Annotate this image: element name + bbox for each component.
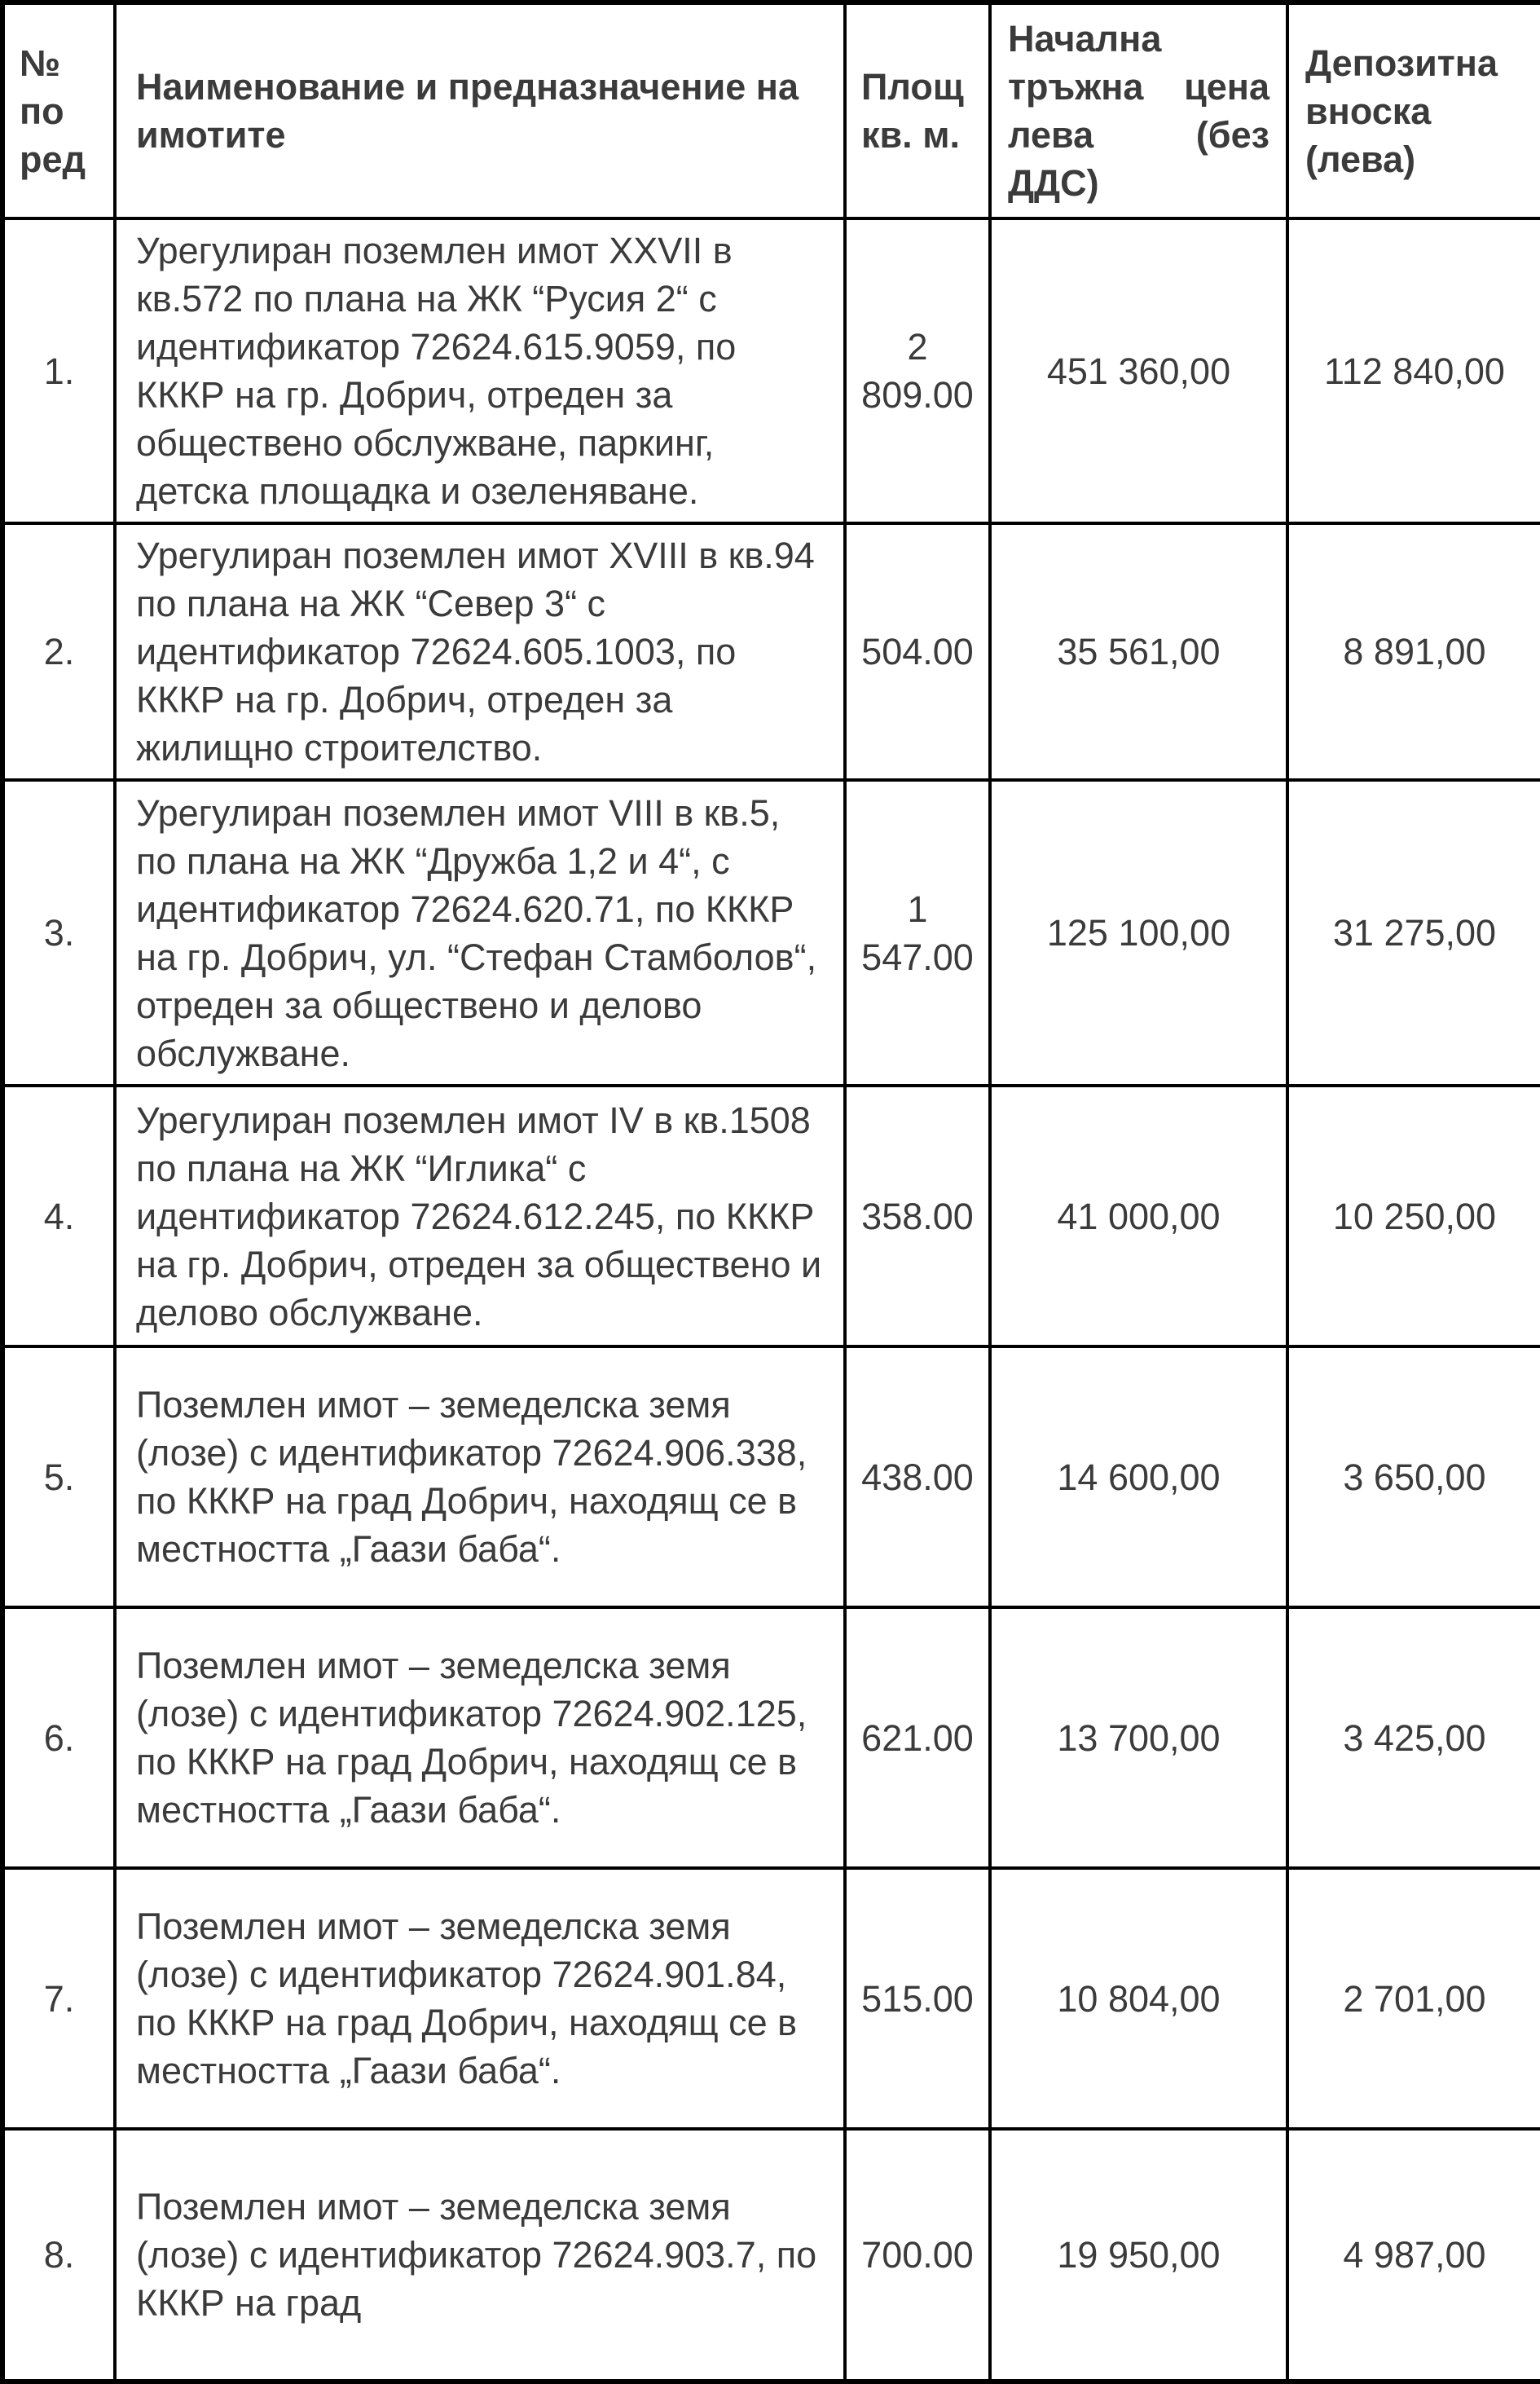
header-area: Площ кв. м. xyxy=(845,2,990,218)
table-row xyxy=(2,1607,1540,1868)
table-row xyxy=(2,523,1540,780)
row-number-cell: 6. xyxy=(2,1607,115,1868)
deposit-cell: 112 840,00 xyxy=(1287,218,1540,523)
header-deposit: Депозитна вноска (лева) xyxy=(1287,2,1540,218)
starting-price-cell: 19 950,00 xyxy=(990,2129,1287,2382)
header-starting-price: Начална тръжна цена лева (без ДДС) xyxy=(990,2,1287,218)
area-cell: 515.00 xyxy=(845,1868,990,2129)
starting-price-cell: 451 360,00 xyxy=(990,218,1287,523)
header-property-name: Наименование и предназначение на имотите xyxy=(115,2,845,218)
starting-price-cell: 41 000,00 xyxy=(990,1086,1287,1346)
table-row xyxy=(2,2129,1540,2382)
row-number-cell: 1. xyxy=(2,218,115,523)
starting-price-cell: 35 561,00 xyxy=(990,523,1287,780)
row-number-cell: 5. xyxy=(2,1346,115,1607)
property-description-cell: Урегулиран поземлен имот VIII в кв.5, по плана на ЖК “Дружба 1,2 и 4“, с идентификатор 72624.620.71, по КККР на гр. Добрич, ул. “Стефан Стамболов“, отреден за обществено и делово обслужване. xyxy=(115,780,845,1086)
area-cell: 358.00 xyxy=(845,1086,990,1346)
deposit-cell: 10 250,00 xyxy=(1287,1086,1540,1346)
area-cell: 504.00 xyxy=(845,523,990,780)
header-row-number: № по ред xyxy=(2,2,115,218)
deposit-cell: 4 987,00 xyxy=(1287,2129,1540,2382)
property-description-cell: Урегулиран поземлен имот XVIII в кв.94 по плана на ЖК “Север 3“ с идентификатор 72624.605.1003, по КККР на гр. Добрич, отреден за жилищно строителство. xyxy=(115,523,845,780)
table-row xyxy=(2,1086,1540,1346)
property-description-cell: Поземлен имот – земеделска земя (лозе) с идентификатор 72624.903.7, по КККР на град xyxy=(115,2129,845,2382)
row-number-cell: 8. xyxy=(2,2129,115,2382)
property-description-cell: Поземлен имот – земеделска земя (лозе) с идентификатор 72624.902.125, по КККР на град Добрич, находящ се в местността „Гаази баба“. xyxy=(115,1607,845,1868)
property-description-cell: Поземлен имот – земеделска земя (лозе) с идентификатор 72624.906.338, по КККР на град Добрич, находящ се в местността „Гаази баба“. xyxy=(115,1346,845,1607)
table-row xyxy=(2,1346,1540,1607)
area-cell: 700.00 xyxy=(845,2129,990,2382)
table-row xyxy=(2,218,1540,523)
property-description-cell: Урегулиран поземлен имот IV в кв.1508 по плана на ЖК “Иглика“ с идентификатор 72624.612.245, по КККР на гр. Добрич, отреден за обществено и делово обслужване. xyxy=(115,1086,845,1346)
area-cell: 621.00 xyxy=(845,1607,990,1868)
starting-price-cell: 10 804,00 xyxy=(990,1868,1287,2129)
area-cell: 438.00 xyxy=(845,1346,990,1607)
table-row xyxy=(2,780,1540,1086)
property-description-cell: Поземлен имот – земеделска земя (лозе) с идентификатор 72624.901.84, по КККР на град Добрич, находящ се в местността „Гаази баба“. xyxy=(115,1868,845,2129)
deposit-cell: 8 891,00 xyxy=(1287,523,1540,780)
deposit-cell: 3 650,00 xyxy=(1287,1346,1540,1607)
area-cell: 2 809.00 xyxy=(845,218,990,523)
row-number-cell: 3. xyxy=(2,780,115,1086)
row-number-cell: 4. xyxy=(2,1086,115,1346)
area-cell: 1 547.00 xyxy=(845,780,990,1086)
deposit-cell: 31 275,00 xyxy=(1287,780,1540,1086)
table-row xyxy=(2,1868,1540,2129)
property-description-cell: Урегулиран поземлен имот XXVII в кв.572 по плана на ЖК “Русия 2“ с идентификатор 72624.615.9059, по КККР на гр. Добрич, отреден за обществено обслужване, паркинг, детска площадка и озеленяване. xyxy=(115,218,845,523)
row-number-cell: 7. xyxy=(2,1868,115,2129)
deposit-cell: 2 701,00 xyxy=(1287,1868,1540,2129)
starting-price-cell: 13 700,00 xyxy=(990,1607,1287,1868)
starting-price-cell: 14 600,00 xyxy=(990,1346,1287,1607)
table-header-row xyxy=(2,2,1540,218)
starting-price-cell: 125 100,00 xyxy=(990,780,1287,1086)
row-number-cell: 2. xyxy=(2,523,115,780)
deposit-cell: 3 425,00 xyxy=(1287,1607,1540,1868)
